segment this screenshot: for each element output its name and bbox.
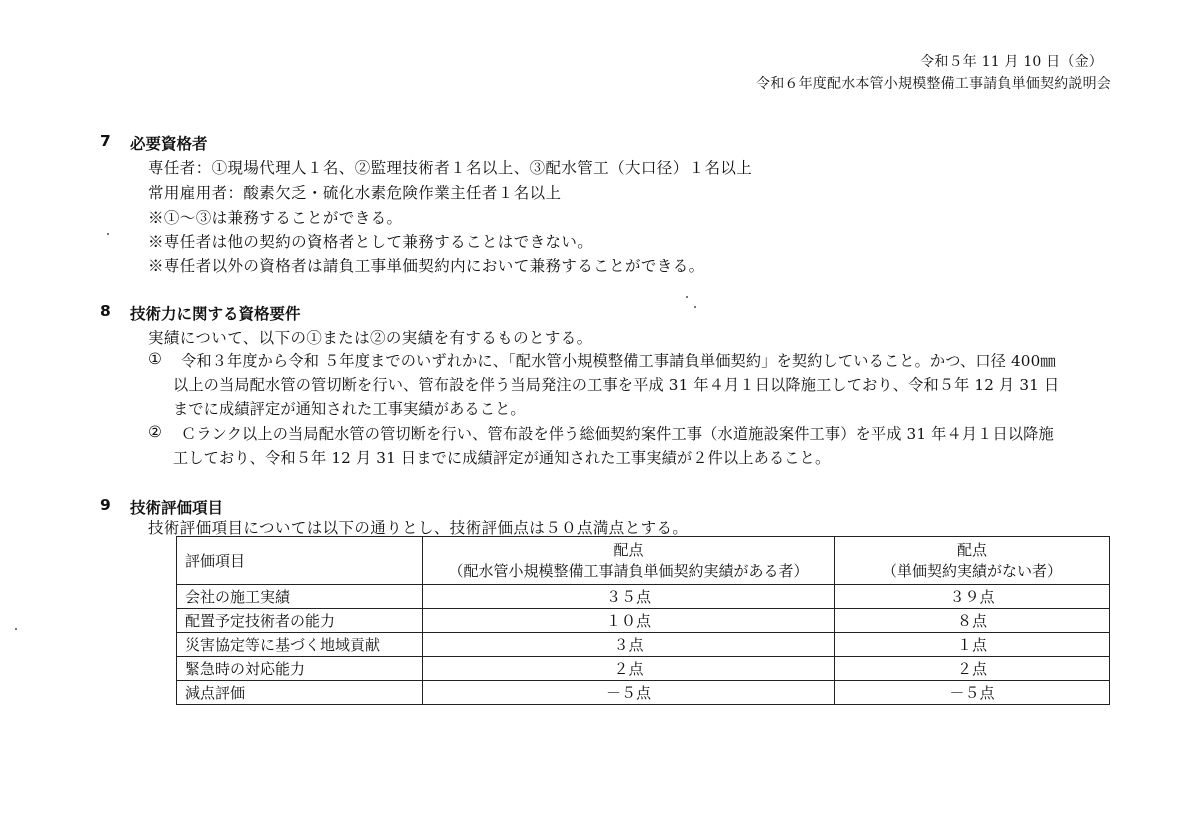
- table-row: [177, 657, 1110, 681]
- table-cell-item: 配置予定技術者の能力: [177, 609, 423, 633]
- section-8-number: 8: [100, 302, 111, 320]
- section-7-line: 専任者：①現場代理人１名、②監理技術者１名以上、③配水管工（大口径）１名以上: [148, 159, 753, 177]
- table-cell-score: １０点: [423, 609, 835, 633]
- table-cell-item: 災害協定等に基づく地域貢献: [177, 633, 423, 657]
- table-cell-score: ２点: [423, 657, 835, 681]
- section-7-number: 7: [100, 132, 111, 150]
- section-9-intro: 技術評価項目については以下の通りとし、技術評価点は５０点満点とする。: [148, 519, 689, 537]
- section-7-line: ※①～③は兼務することができる。: [148, 209, 403, 227]
- section-8-item-marker: ②: [148, 423, 163, 441]
- table-cell-item: 会社の施工実績: [177, 585, 423, 609]
- section-8-item-line: までに成績評定が通知された工事実績があること。: [173, 400, 526, 418]
- section-8-item-line: 工しており、令和５年 12 月 31 日までに成績評定が通知された工事実績が２件以上あること。: [173, 449, 831, 467]
- table-row: [177, 633, 1110, 657]
- table-header-score-without-contract: 配点 （単価契約実績がない者）: [835, 537, 1110, 585]
- document-event-title: 令和６年度配水本管小規模整備工事請負単価契約説明会: [756, 76, 1111, 92]
- table-cell-score: ８点: [835, 609, 1110, 633]
- table-row: [177, 585, 1110, 609]
- table-cell-item: 緊急時の対応能力: [177, 657, 423, 681]
- table-header-item: 評価項目: [177, 537, 423, 585]
- scan-speck: [15, 628, 17, 630]
- section-8-item-line: 以上の当局配水管の管切断を行い、管布設を伴う当局発注の工事を平成 31 年４月１日以降施工しており、令和５年 12 月 31 日: [173, 376, 1060, 394]
- section-8-item-line: 令和３年度から令和 ５年度までのいずれかに、「配水管小規模整備工事請負単価契約」を契約していること。かつ、口径 400㎜: [181, 352, 1056, 370]
- section-8-intro: 実績について、以下の①または②の実績を有するものとする。: [148, 329, 593, 347]
- section-7-title: 必要資格者: [130, 135, 208, 153]
- table-header-row: [177, 537, 1110, 585]
- scan-speck: [107, 233, 109, 235]
- scan-speck: [694, 306, 696, 308]
- table-cell-score: －５点: [835, 681, 1110, 705]
- document-date: 令和５年 11 月 10 日（金）: [920, 54, 1103, 70]
- table-cell-item: 減点評価: [177, 681, 423, 705]
- section-7-line: 常用雇用者：酸素欠乏・硫化水素危険作業主任者１名以上: [148, 184, 562, 202]
- table-header-score-with-contract: 配点 （配水管小規模整備工事請負単価契約実績がある者）: [423, 537, 835, 585]
- table-row: [177, 609, 1110, 633]
- section-8-title: 技術力に関する資格要件: [130, 305, 301, 323]
- table-row: [177, 681, 1110, 705]
- section-9-number: 9: [100, 496, 111, 514]
- evaluation-table: [176, 536, 1110, 705]
- section-7-line: ※専任者は他の契約の資格者として兼務することはできない。: [148, 233, 594, 251]
- section-8-item-line: Ｃランク以上の当局配水管の管切断を行い、管布設を伴う総価契約案件工事（水道施設案件工事）を平成 31 年４月１日以降施: [181, 425, 1054, 443]
- section-8-item-marker: ①: [148, 350, 163, 368]
- section-9-title: 技術評価項目: [130, 499, 224, 517]
- table-cell-score: ３５点: [423, 585, 835, 609]
- table-cell-score: ３９点: [835, 585, 1110, 609]
- table-cell-score: ２点: [835, 657, 1110, 681]
- section-7-line: ※専任者以外の資格者は請負工事単価契約内において兼務することができる。: [148, 257, 705, 275]
- table-cell-score: －５点: [423, 681, 835, 705]
- table-cell-score: １点: [835, 633, 1110, 657]
- scan-speck: [686, 296, 688, 298]
- table-cell-score: ３点: [423, 633, 835, 657]
